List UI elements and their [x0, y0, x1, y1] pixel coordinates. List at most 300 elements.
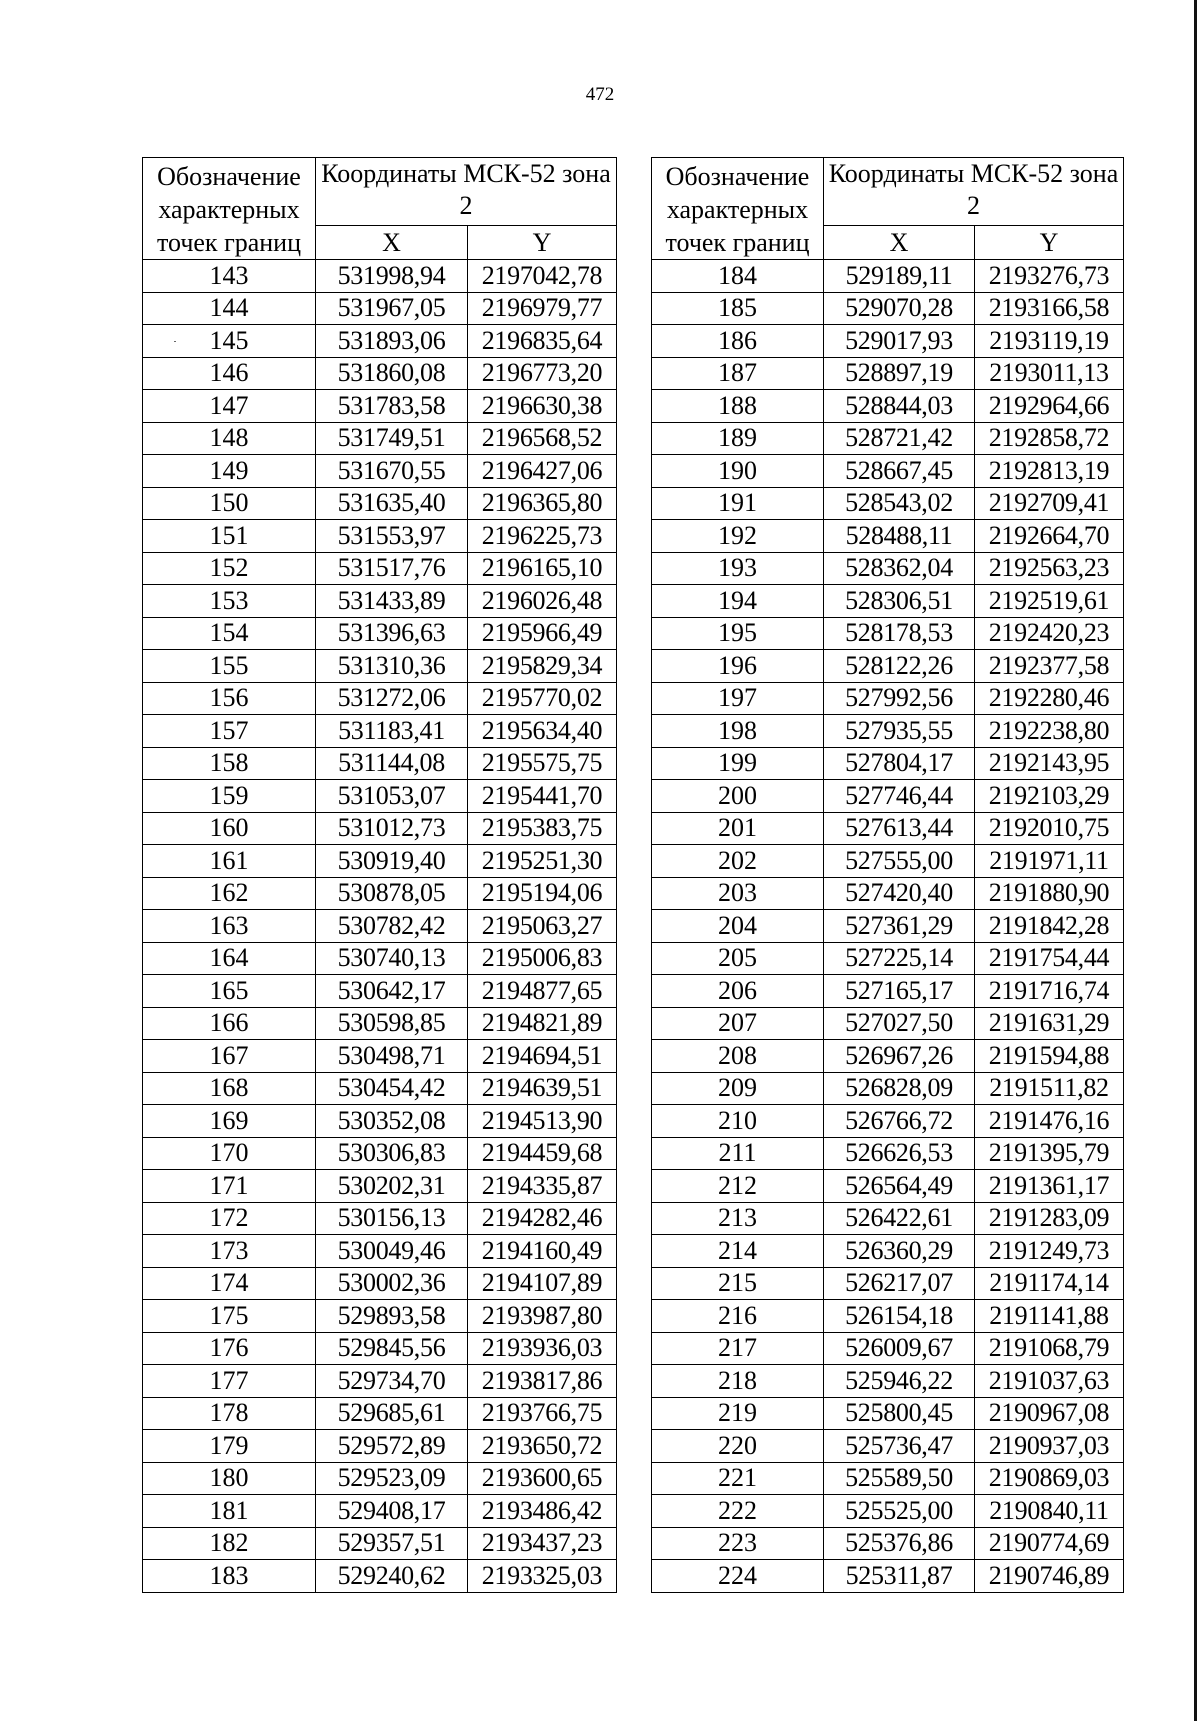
- point-id: 191: [652, 487, 824, 520]
- point-id: 185: [652, 292, 824, 325]
- coord-y: 2195441,70: [468, 780, 617, 813]
- point-id: 177: [143, 1365, 316, 1398]
- coord-x: 528306,51: [824, 585, 975, 618]
- point-id: 192: [652, 520, 824, 553]
- header-x: X: [316, 226, 468, 260]
- coord-x: 530598,85: [316, 1007, 468, 1040]
- point-id: 212: [652, 1170, 824, 1203]
- table-row: [652, 1040, 1124, 1073]
- coord-y: 2190869,03: [975, 1462, 1124, 1495]
- coord-x: 527992,56: [824, 682, 975, 715]
- coord-x: 526626,53: [824, 1137, 975, 1170]
- table-row: [652, 877, 1124, 910]
- coord-x: 526217,07: [824, 1267, 975, 1300]
- coord-y: 2194282,46: [468, 1202, 617, 1235]
- coord-y: 2192143,95: [975, 747, 1124, 780]
- coord-x: 527420,40: [824, 877, 975, 910]
- point-id: 147: [143, 390, 316, 423]
- point-id: 171: [143, 1170, 316, 1203]
- coord-y: 2195634,40: [468, 715, 617, 748]
- point-id: 170: [143, 1137, 316, 1170]
- table-row: [143, 1365, 617, 1398]
- point-id: 224: [652, 1560, 824, 1593]
- coord-x: 531183,41: [316, 715, 468, 748]
- coordinates-table-right: [651, 157, 1124, 1593]
- coord-x: 528721,42: [824, 422, 975, 455]
- point-id: 193: [652, 552, 824, 585]
- coord-x: 529523,09: [316, 1462, 468, 1495]
- coord-y: 2194877,65: [468, 975, 617, 1008]
- coord-x: 529685,61: [316, 1397, 468, 1430]
- coord-x: 528488,11: [824, 520, 975, 553]
- point-id: 223: [652, 1527, 824, 1560]
- header-x: X: [824, 226, 975, 260]
- point-id: 217: [652, 1332, 824, 1365]
- coord-x: 531053,07: [316, 780, 468, 813]
- point-id: 173: [143, 1235, 316, 1268]
- coord-x: 527746,44: [824, 780, 975, 813]
- coord-y: 2191249,73: [975, 1235, 1124, 1268]
- table-row: [143, 975, 617, 1008]
- point-id: 155: [143, 650, 316, 683]
- table-row: [652, 325, 1124, 358]
- table-row: [143, 390, 617, 423]
- coord-y: 2196225,73: [468, 520, 617, 553]
- coord-x: 531310,36: [316, 650, 468, 683]
- table-row: [143, 1300, 617, 1333]
- point-id: 176: [143, 1332, 316, 1365]
- table-row: [143, 682, 617, 715]
- page-number: 472: [585, 84, 615, 105]
- coord-y: 2190746,89: [975, 1560, 1124, 1593]
- table-row: [652, 552, 1124, 585]
- coord-x: 529357,51: [316, 1527, 468, 1560]
- coord-y: 2194639,51: [468, 1072, 617, 1105]
- table-row: [143, 1267, 617, 1300]
- table-row: [143, 1235, 617, 1268]
- coord-y: 2194821,89: [468, 1007, 617, 1040]
- coord-x: 530498,71: [316, 1040, 468, 1073]
- coord-y: 2193650,72: [468, 1430, 617, 1463]
- coord-x: 531635,40: [316, 487, 468, 520]
- point-id: 149: [143, 455, 316, 488]
- coord-y: 2191511,82: [975, 1072, 1124, 1105]
- coord-y: 2195770,02: [468, 682, 617, 715]
- coord-y: 2192858,72: [975, 422, 1124, 455]
- point-id: 198: [652, 715, 824, 748]
- point-id: 210: [652, 1105, 824, 1138]
- point-id: 151: [143, 520, 316, 553]
- coord-x: 530002,36: [316, 1267, 468, 1300]
- table-row: [652, 1007, 1124, 1040]
- coord-x: 525525,00: [824, 1495, 975, 1528]
- coord-x: 526967,26: [824, 1040, 975, 1073]
- coord-y: 2195251,30: [468, 845, 617, 878]
- table-row: [652, 617, 1124, 650]
- point-id: 165: [143, 975, 316, 1008]
- table-row: [652, 1462, 1124, 1495]
- point-id: 172: [143, 1202, 316, 1235]
- table-row: [652, 585, 1124, 618]
- header-point-label: Обозначение характерных точек границ: [652, 158, 824, 260]
- coord-x: 526360,29: [824, 1235, 975, 1268]
- table-row: [143, 260, 617, 293]
- point-id: 182: [143, 1527, 316, 1560]
- table-row: [652, 1137, 1124, 1170]
- coord-x: 528844,03: [824, 390, 975, 423]
- point-id: 144: [143, 292, 316, 325]
- point-id: 163: [143, 910, 316, 943]
- coord-y: 2192377,58: [975, 650, 1124, 683]
- coord-x: 530454,42: [316, 1072, 468, 1105]
- table-row: [143, 552, 617, 585]
- coord-y: 2192813,19: [975, 455, 1124, 488]
- coord-x: 525376,86: [824, 1527, 975, 1560]
- coord-y: 2196773,20: [468, 357, 617, 390]
- table-row: [652, 1397, 1124, 1430]
- coord-x: 530352,08: [316, 1105, 468, 1138]
- coord-y: 2191174,14: [975, 1267, 1124, 1300]
- table-row: [652, 1105, 1124, 1138]
- table-row: [143, 910, 617, 943]
- coord-x: 531396,63: [316, 617, 468, 650]
- coord-y: 2191716,74: [975, 975, 1124, 1008]
- table-row: [652, 1365, 1124, 1398]
- table-row: [143, 1332, 617, 1365]
- table-row: [143, 422, 617, 455]
- coord-x: 526009,67: [824, 1332, 975, 1365]
- coord-y: 2196165,10: [468, 552, 617, 585]
- coord-y: 2192964,66: [975, 390, 1124, 423]
- coord-x: 531860,08: [316, 357, 468, 390]
- point-id: 146: [143, 357, 316, 390]
- table-row: [143, 877, 617, 910]
- table-row: [652, 682, 1124, 715]
- point-id: 161: [143, 845, 316, 878]
- coord-x: 531433,89: [316, 585, 468, 618]
- table-row: [652, 487, 1124, 520]
- table-row: [652, 455, 1124, 488]
- coord-y: 2193437,23: [468, 1527, 617, 1560]
- point-id: 221: [652, 1462, 824, 1495]
- table-row: [143, 617, 617, 650]
- table-row: [652, 747, 1124, 780]
- point-id: 205: [652, 942, 824, 975]
- coord-x: 528178,53: [824, 617, 975, 650]
- table-row: [652, 1300, 1124, 1333]
- table-row: [652, 390, 1124, 423]
- coord-y: 2191068,79: [975, 1332, 1124, 1365]
- coord-y: 2190967,08: [975, 1397, 1124, 1430]
- coord-x: 527225,14: [824, 942, 975, 975]
- table-row: [652, 1202, 1124, 1235]
- coord-x: 530202,31: [316, 1170, 468, 1203]
- coord-y: 2193325,03: [468, 1560, 617, 1593]
- table-row: [652, 650, 1124, 683]
- point-id: 183: [143, 1560, 316, 1593]
- point-id: 206: [652, 975, 824, 1008]
- point-id: 175: [143, 1300, 316, 1333]
- coord-x: 530049,46: [316, 1235, 468, 1268]
- header-y: Y: [975, 226, 1124, 260]
- point-id: 219: [652, 1397, 824, 1430]
- coord-y: 2194335,87: [468, 1170, 617, 1203]
- table-row: [143, 487, 617, 520]
- coord-x: 526564,49: [824, 1170, 975, 1203]
- coord-y: 2190774,69: [975, 1527, 1124, 1560]
- coord-y: 2196427,06: [468, 455, 617, 488]
- coord-x: 531670,55: [316, 455, 468, 488]
- table-row: [652, 1235, 1124, 1268]
- coord-x: 527804,17: [824, 747, 975, 780]
- table-row: [143, 1137, 617, 1170]
- point-id: 215: [652, 1267, 824, 1300]
- table-row: [652, 357, 1124, 390]
- point-id: 213: [652, 1202, 824, 1235]
- coord-y: 2194513,90: [468, 1105, 617, 1138]
- point-id: 218: [652, 1365, 824, 1398]
- point-id: 214: [652, 1235, 824, 1268]
- coord-x: 531553,97: [316, 520, 468, 553]
- coord-x: 529240,62: [316, 1560, 468, 1593]
- table-row: [652, 780, 1124, 813]
- coord-x: 525736,47: [824, 1430, 975, 1463]
- coord-y: 2191141,88: [975, 1300, 1124, 1333]
- coord-y: 2192280,46: [975, 682, 1124, 715]
- point-id: 154: [143, 617, 316, 650]
- point-id: 148: [143, 422, 316, 455]
- point-id: 201: [652, 812, 824, 845]
- coord-x: 530156,13: [316, 1202, 468, 1235]
- coord-y: 2192238,80: [975, 715, 1124, 748]
- table-row: [652, 975, 1124, 1008]
- point-id: 169: [143, 1105, 316, 1138]
- table-row: [143, 715, 617, 748]
- coord-x: 529893,58: [316, 1300, 468, 1333]
- table-row: [143, 1007, 617, 1040]
- coord-y: 2193486,42: [468, 1495, 617, 1528]
- coord-x: 526766,72: [824, 1105, 975, 1138]
- coord-x: 529408,17: [316, 1495, 468, 1528]
- header-point-label: Обозначение характерных точек границ: [143, 158, 316, 260]
- coord-y: 2193987,80: [468, 1300, 617, 1333]
- coord-y: 2194459,68: [468, 1137, 617, 1170]
- table-row: [143, 1527, 617, 1560]
- point-id: 196: [652, 650, 824, 683]
- coord-x: 529017,93: [824, 325, 975, 358]
- coord-y: 2196835,64: [468, 325, 617, 358]
- table-row: [652, 942, 1124, 975]
- coord-x: 525946,22: [824, 1365, 975, 1398]
- table-row: [652, 520, 1124, 553]
- point-id: 160: [143, 812, 316, 845]
- point-id: 222: [652, 1495, 824, 1528]
- point-id: 190: [652, 455, 824, 488]
- point-id: 162: [143, 877, 316, 910]
- coord-x: 530878,05: [316, 877, 468, 910]
- coord-x: 531012,73: [316, 812, 468, 845]
- table-row: [143, 1462, 617, 1495]
- coord-x: 531998,94: [316, 260, 468, 293]
- coord-y: 2196026,48: [468, 585, 617, 618]
- coord-y: 2191971,11: [975, 845, 1124, 878]
- point-id: 199: [652, 747, 824, 780]
- table-row: [143, 942, 617, 975]
- table-row: [652, 422, 1124, 455]
- coord-y: 2195383,75: [468, 812, 617, 845]
- table-row: [143, 357, 617, 390]
- table-row: [143, 585, 617, 618]
- coordinates-table-left: [142, 157, 617, 1593]
- coord-x: 527613,44: [824, 812, 975, 845]
- table-row: [652, 1332, 1124, 1365]
- table-row: [143, 812, 617, 845]
- table-row: [652, 1527, 1124, 1560]
- coord-x: 528897,19: [824, 357, 975, 390]
- table-row: [143, 1072, 617, 1105]
- coord-x: 531893,06: [316, 325, 468, 358]
- coord-x: 529845,56: [316, 1332, 468, 1365]
- coord-x: 528543,02: [824, 487, 975, 520]
- coord-y: 2191594,88: [975, 1040, 1124, 1073]
- point-id: 168: [143, 1072, 316, 1105]
- coord-y: 2197042,78: [468, 260, 617, 293]
- coord-y: 2193119,19: [975, 325, 1124, 358]
- coord-x: 530642,17: [316, 975, 468, 1008]
- table-row: [143, 650, 617, 683]
- point-id: 164: [143, 942, 316, 975]
- table-row: [652, 1495, 1124, 1528]
- point-id: 152: [143, 552, 316, 585]
- point-id: 194: [652, 585, 824, 618]
- table-row: [143, 292, 617, 325]
- coord-x: 527935,55: [824, 715, 975, 748]
- point-id: 188: [652, 390, 824, 423]
- point-id: 195: [652, 617, 824, 650]
- table-row: [652, 260, 1124, 293]
- coord-y: 2192563,23: [975, 552, 1124, 585]
- coord-x: 527555,00: [824, 845, 975, 878]
- coord-y: 2193011,13: [975, 357, 1124, 390]
- coord-y: 2194160,49: [468, 1235, 617, 1268]
- coord-y: 2196365,80: [468, 487, 617, 520]
- coord-x: 528122,26: [824, 650, 975, 683]
- point-id: 179: [143, 1430, 316, 1463]
- table-row: [143, 455, 617, 488]
- header-coords-title: Координаты МСК-52 зона 2: [824, 158, 1124, 226]
- coord-x: 531272,06: [316, 682, 468, 715]
- table-row: [652, 1267, 1124, 1300]
- point-id: 203: [652, 877, 824, 910]
- coord-y: 2192519,61: [975, 585, 1124, 618]
- point-id: 158: [143, 747, 316, 780]
- coord-y: 2193600,65: [468, 1462, 617, 1495]
- point-id: 153: [143, 585, 316, 618]
- header-y: Y: [468, 226, 617, 260]
- table-row: [652, 845, 1124, 878]
- coord-x: 531144,08: [316, 747, 468, 780]
- point-id: 220: [652, 1430, 824, 1463]
- table-row: [652, 1430, 1124, 1463]
- point-id: 187: [652, 357, 824, 390]
- coord-y: 2192420,23: [975, 617, 1124, 650]
- coord-y: 2195006,83: [468, 942, 617, 975]
- coord-x: 525311,87: [824, 1560, 975, 1593]
- coord-y: 2192103,29: [975, 780, 1124, 813]
- coord-x: 529189,11: [824, 260, 975, 293]
- point-id: 166: [143, 1007, 316, 1040]
- table-row: [143, 1040, 617, 1073]
- coord-y: 2195829,34: [468, 650, 617, 683]
- point-id: 211: [652, 1137, 824, 1170]
- coord-x: 531783,58: [316, 390, 468, 423]
- coord-y: 2194107,89: [468, 1267, 617, 1300]
- coord-y: 2191476,16: [975, 1105, 1124, 1138]
- coord-y: 2195194,06: [468, 877, 617, 910]
- point-id: 204: [652, 910, 824, 943]
- coord-x: 526154,18: [824, 1300, 975, 1333]
- table-row: [143, 747, 617, 780]
- coord-y: 2193166,58: [975, 292, 1124, 325]
- table-row: [143, 1202, 617, 1235]
- coord-x: 527361,29: [824, 910, 975, 943]
- point-id: 202: [652, 845, 824, 878]
- table-row: [143, 1105, 617, 1138]
- table-row: [652, 812, 1124, 845]
- coord-y: 2196568,52: [468, 422, 617, 455]
- table-row: [652, 910, 1124, 943]
- point-id: 181: [143, 1495, 316, 1528]
- coord-y: 2194694,51: [468, 1040, 617, 1073]
- coord-y: 2195966,49: [468, 617, 617, 650]
- point-id: 156: [143, 682, 316, 715]
- coord-y: 2196630,38: [468, 390, 617, 423]
- coord-y: 2191037,63: [975, 1365, 1124, 1398]
- scan-edge-line: [1194, 0, 1197, 1721]
- coord-x: 525589,50: [824, 1462, 975, 1495]
- coord-y: 2192010,75: [975, 812, 1124, 845]
- table-row: [143, 1397, 617, 1430]
- coord-x: 531749,51: [316, 422, 468, 455]
- point-id: 207: [652, 1007, 824, 1040]
- coord-x: 530306,83: [316, 1137, 468, 1170]
- point-id: 216: [652, 1300, 824, 1333]
- coord-y: 2190937,03: [975, 1430, 1124, 1463]
- coord-y: 2191754,44: [975, 942, 1124, 975]
- point-id: 197: [652, 682, 824, 715]
- point-id: 143: [143, 260, 316, 293]
- table-row: [652, 292, 1124, 325]
- coord-y: 2196979,77: [468, 292, 617, 325]
- point-id: 145: [143, 325, 316, 358]
- scan-speck: [174, 341, 176, 342]
- point-id: 186: [652, 325, 824, 358]
- table-row: [143, 1495, 617, 1528]
- coord-x: 529734,70: [316, 1365, 468, 1398]
- table-row: [652, 1072, 1124, 1105]
- coord-x: 530740,13: [316, 942, 468, 975]
- coord-x: 528362,04: [824, 552, 975, 585]
- coord-y: 2193817,86: [468, 1365, 617, 1398]
- table-row: [143, 1560, 617, 1593]
- point-id: 209: [652, 1072, 824, 1105]
- coord-y: 2192709,41: [975, 487, 1124, 520]
- table-row: [143, 520, 617, 553]
- coord-x: 527027,50: [824, 1007, 975, 1040]
- point-id: 159: [143, 780, 316, 813]
- point-id: 178: [143, 1397, 316, 1430]
- table-row: [652, 1560, 1124, 1593]
